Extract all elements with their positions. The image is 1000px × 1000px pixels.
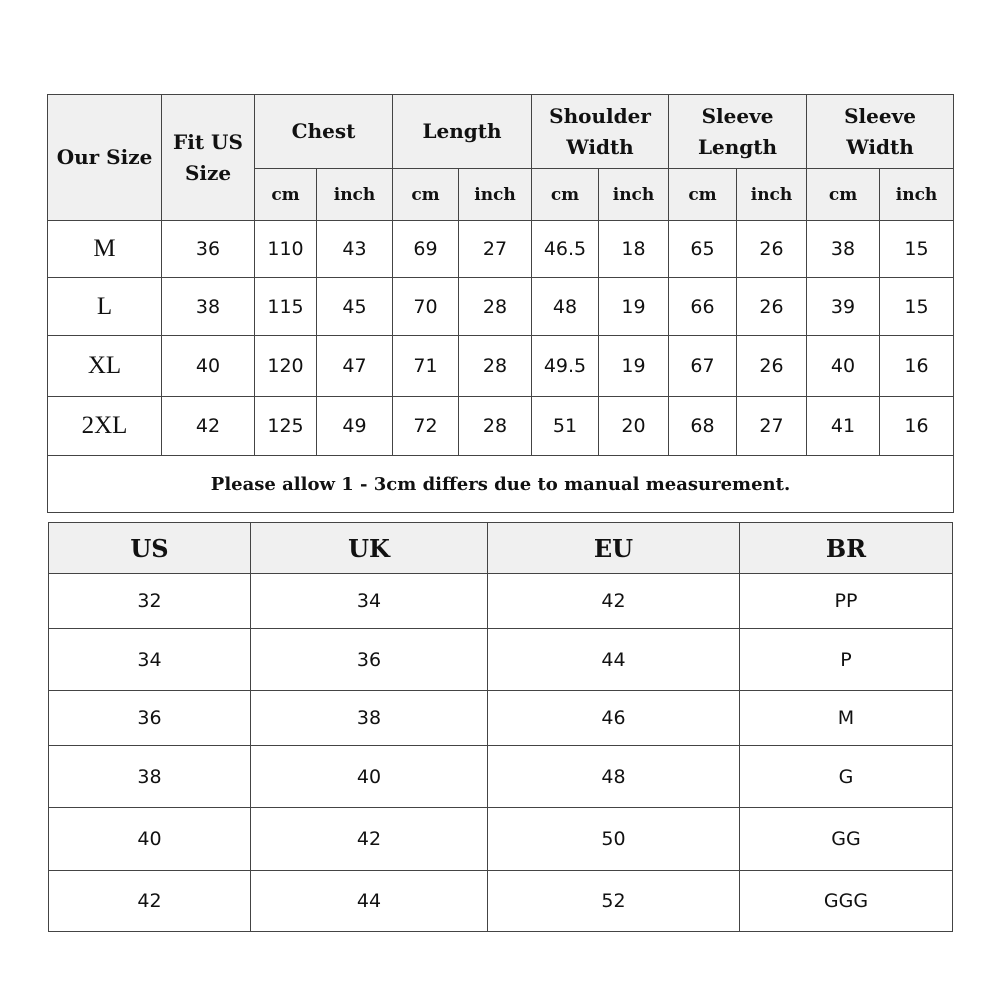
- header-fit-us-size: [162, 95, 255, 221]
- unit-inch: inch: [599, 169, 669, 221]
- unit-inch: inch: [737, 169, 807, 221]
- measurement-value: 18: [599, 221, 669, 278]
- br-size-value: GG: [740, 808, 953, 871]
- unit-inch: inch: [880, 169, 954, 221]
- size-row: [48, 397, 954, 456]
- measurement-value: 28: [459, 397, 532, 456]
- uk-size-value: 40: [251, 746, 488, 808]
- header-sleeve-length: [669, 95, 807, 169]
- us-size-value: 42: [49, 871, 251, 932]
- measurement-value: 71: [393, 336, 459, 397]
- size-label: 2XL: [48, 397, 162, 456]
- measurement-value: 48: [532, 278, 599, 336]
- eu-size-value: 44: [488, 629, 740, 691]
- measurement-value: 45: [317, 278, 393, 336]
- size-conversion-table: [48, 522, 953, 932]
- size-chart-table: [47, 94, 954, 513]
- measurement-value: 26: [737, 221, 807, 278]
- measurement-value: 43: [317, 221, 393, 278]
- conversion-row: [49, 871, 953, 932]
- br-size-value: G: [740, 746, 953, 808]
- us-size-value: 38: [49, 746, 251, 808]
- fit-us-size-value: 40: [162, 336, 255, 397]
- measurement-value: 38: [807, 221, 880, 278]
- measurement-value: 51: [532, 397, 599, 456]
- size-row: [48, 336, 954, 397]
- unit-inch: inch: [317, 169, 393, 221]
- us-size-value: 36: [49, 691, 251, 746]
- size-row: [48, 221, 954, 278]
- eu-size-value: 42: [488, 574, 740, 629]
- uk-size-value: 44: [251, 871, 488, 932]
- measurement-value: 41: [807, 397, 880, 456]
- uk-size-value: 42: [251, 808, 488, 871]
- measurement-value: 67: [669, 336, 737, 397]
- eu-size-value: 48: [488, 746, 740, 808]
- measurement-value: 16: [880, 397, 954, 456]
- unit-inch: inch: [459, 169, 532, 221]
- eu-size-value: 46: [488, 691, 740, 746]
- conversion-row: [49, 574, 953, 629]
- br-size-value: P: [740, 629, 953, 691]
- measurement-value: 68: [669, 397, 737, 456]
- header-chest: Chest: [255, 95, 393, 169]
- header-sleeve-width: [807, 95, 954, 169]
- us-size-value: 34: [49, 629, 251, 691]
- measurement-value: 16: [880, 336, 954, 397]
- header-eu: EU: [488, 523, 740, 574]
- measurement-value: 20: [599, 397, 669, 456]
- measurement-value: 47: [317, 336, 393, 397]
- measurement-value: 40: [807, 336, 880, 397]
- measurement-value: 110: [255, 221, 317, 278]
- measurement-value: 49.5: [532, 336, 599, 397]
- us-size-value: 32: [49, 574, 251, 629]
- measurement-value: 15: [880, 221, 954, 278]
- measurement-value: 19: [599, 278, 669, 336]
- measurement-note: Please allow 1 - 3cm differs due to manual measurement.: [48, 456, 954, 513]
- us-size-value: 40: [49, 808, 251, 871]
- measurement-value: 39: [807, 278, 880, 336]
- size-label: M: [48, 221, 162, 278]
- size-row: [48, 278, 954, 336]
- fit-us-size-value: 38: [162, 278, 255, 336]
- unit-cm: cm: [532, 169, 599, 221]
- conversion-row: [49, 691, 953, 746]
- unit-cm: cm: [255, 169, 317, 221]
- uk-size-value: 36: [251, 629, 488, 691]
- measurement-value: 125: [255, 397, 317, 456]
- measurement-value: 66: [669, 278, 737, 336]
- header-sleeve-length-label: Sleeve Length: [697, 103, 778, 159]
- unit-cm: cm: [807, 169, 880, 221]
- header-sleeve-width-label: Sleeve Width: [844, 103, 916, 159]
- size-label: L: [48, 278, 162, 336]
- uk-size-value: 38: [251, 691, 488, 746]
- measurement-value: 65: [669, 221, 737, 278]
- unit-cm: cm: [669, 169, 737, 221]
- measurement-value: 28: [459, 278, 532, 336]
- eu-size-value: 52: [488, 871, 740, 932]
- measurement-value: 28: [459, 336, 532, 397]
- size-chart-body: [48, 221, 954, 456]
- header-our-size: Our Size: [48, 95, 162, 221]
- measurement-value: 120: [255, 336, 317, 397]
- measurement-value: 27: [459, 221, 532, 278]
- br-size-value: GGG: [740, 871, 953, 932]
- header-shoulder-width: [532, 95, 669, 169]
- measurement-value: 49: [317, 397, 393, 456]
- unit-cm: cm: [393, 169, 459, 221]
- measurement-value: 70: [393, 278, 459, 336]
- measurement-value: 115: [255, 278, 317, 336]
- measurement-value: 15: [880, 278, 954, 336]
- measurement-value: 69: [393, 221, 459, 278]
- measurement-value: 72: [393, 397, 459, 456]
- header-br: BR: [740, 523, 953, 574]
- br-size-value: PP: [740, 574, 953, 629]
- eu-size-value: 50: [488, 808, 740, 871]
- header-us: US: [49, 523, 251, 574]
- size-label: XL: [48, 336, 162, 397]
- fit-us-size-value: 36: [162, 221, 255, 278]
- conversion-row: [49, 808, 953, 871]
- header-shoulder-width-label: Shoulder Width: [549, 103, 651, 159]
- header-fit-us-size-label: Fit US Size: [173, 129, 243, 185]
- measurement-value: 46.5: [532, 221, 599, 278]
- measurement-value: 26: [737, 336, 807, 397]
- uk-size-value: 34: [251, 574, 488, 629]
- header-uk: UK: [251, 523, 488, 574]
- conversion-row: [49, 746, 953, 808]
- measurement-value: 27: [737, 397, 807, 456]
- header-length: Length: [393, 95, 532, 169]
- conversion-chart-body: [49, 574, 953, 932]
- fit-us-size-value: 42: [162, 397, 255, 456]
- br-size-value: M: [740, 691, 953, 746]
- measurement-value: 26: [737, 278, 807, 336]
- conversion-row: [49, 629, 953, 691]
- measurement-value: 19: [599, 336, 669, 397]
